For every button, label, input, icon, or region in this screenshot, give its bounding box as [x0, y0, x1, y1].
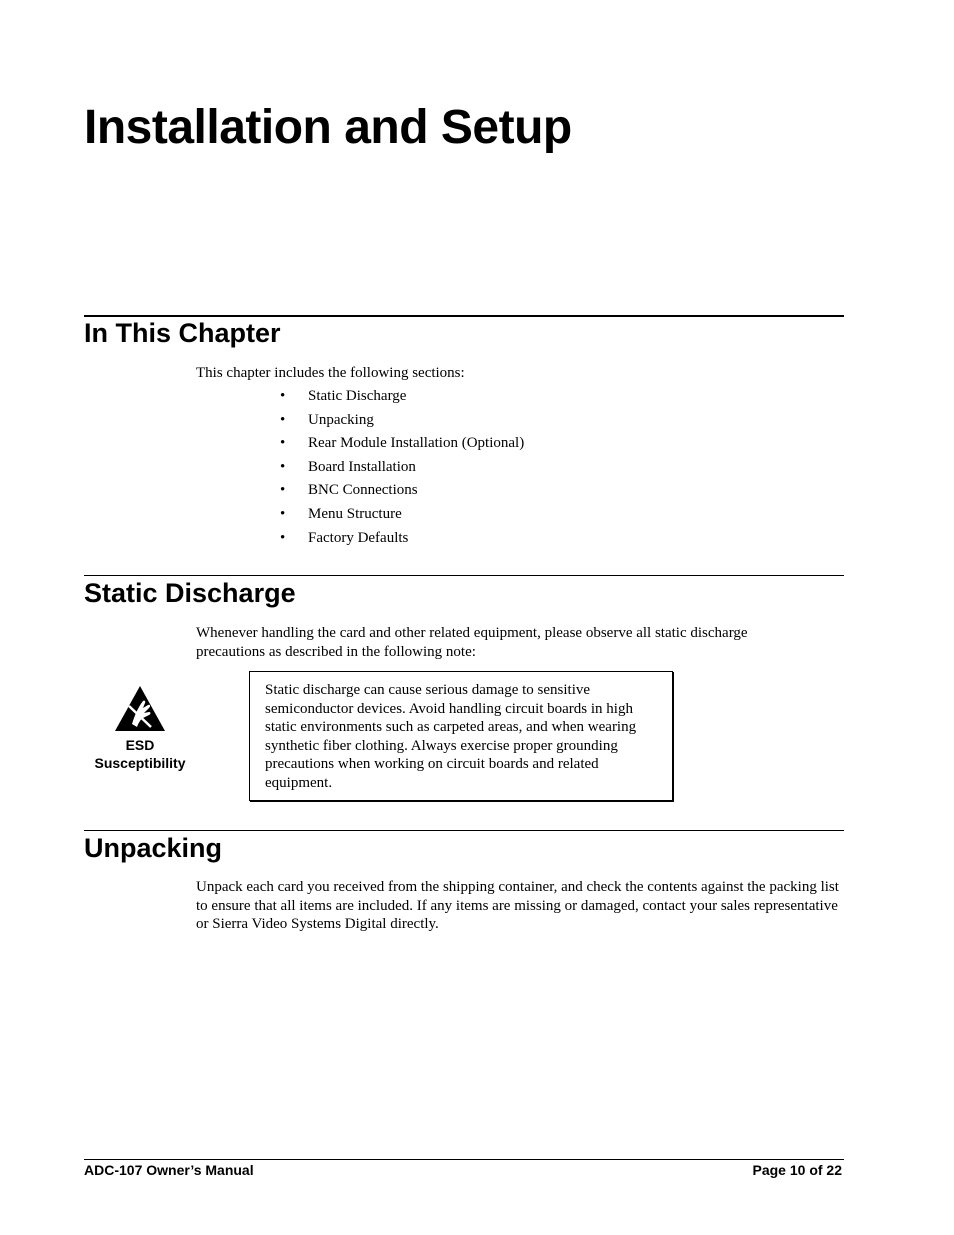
esd-warning — [84, 684, 196, 772]
bullet-icon: • — [280, 505, 286, 522]
static-discharge-body: Whenever handling the card and other related equipment, please observe all static discharge precautions as described in the following note: — [196, 625, 748, 660]
esd-label — [84, 736, 196, 772]
list-item — [280, 456, 524, 480]
list-item-label: BNC Connections — [308, 482, 418, 499]
chapter-title: Installation and Setup — [84, 101, 572, 154]
unpacking-body: Unpack each card you received from the shipping container, and check the contents against the packing list to ensure that all items are included. If any items are missing or damaged, contact your sales representative or Sierra Video Systems Digital directly. — [196, 879, 839, 932]
list-item-label: Unpacking — [308, 411, 374, 428]
bullet-icon: • — [280, 388, 286, 404]
chapter-section-list — [280, 385, 524, 550]
list-item — [280, 503, 524, 527]
list-item — [280, 527, 524, 551]
section-heading-static-discharge: Static Discharge — [84, 578, 296, 608]
list-item-label: Rear Module Installation (Optional) — [308, 435, 525, 452]
chapter-intro-text: This chapter includes the following sections: — [196, 365, 465, 381]
section-divider — [84, 575, 844, 576]
esd-label-line1: ESD — [125, 737, 155, 753]
list-item-label: Static Discharge — [308, 388, 407, 404]
section-heading-unpacking: Unpacking — [84, 833, 223, 863]
list-item — [280, 432, 524, 456]
footer-manual-title: ADC-107 Owner’s Manual — [84, 1162, 254, 1178]
bullet-icon: • — [280, 482, 286, 499]
section-heading-in-this-chapter: In This Chapter — [84, 318, 281, 348]
list-item — [280, 409, 524, 433]
bullet-icon: • — [280, 411, 286, 428]
esd-warning-icon — [113, 684, 167, 734]
note-box — [249, 671, 673, 801]
footer-page-number: Page 10 of 22 — [752, 1162, 842, 1178]
list-item-label: Factory Defaults — [308, 529, 409, 546]
bullet-icon: • — [280, 529, 286, 546]
list-item — [280, 385, 524, 409]
footer-divider — [84, 1159, 844, 1160]
section-divider — [84, 830, 844, 831]
bullet-icon: • — [280, 458, 286, 475]
list-item — [280, 479, 524, 503]
section-divider — [84, 315, 844, 317]
bullet-icon: • — [280, 435, 286, 452]
note-text: Static discharge can cause serious damage to sensitive semiconductor devices. Avoid handling circuit boards in high static environments such as carpeted areas, and when wearing synthetic fiber clothing. Always exercise proper grounding precautions when working on circuit boards and related equipment. — [265, 682, 637, 791]
list-item-label: Menu Structure — [308, 505, 402, 522]
list-item-label: Board Installation — [308, 458, 416, 475]
esd-label-line2: Susceptibility — [94, 755, 186, 771]
